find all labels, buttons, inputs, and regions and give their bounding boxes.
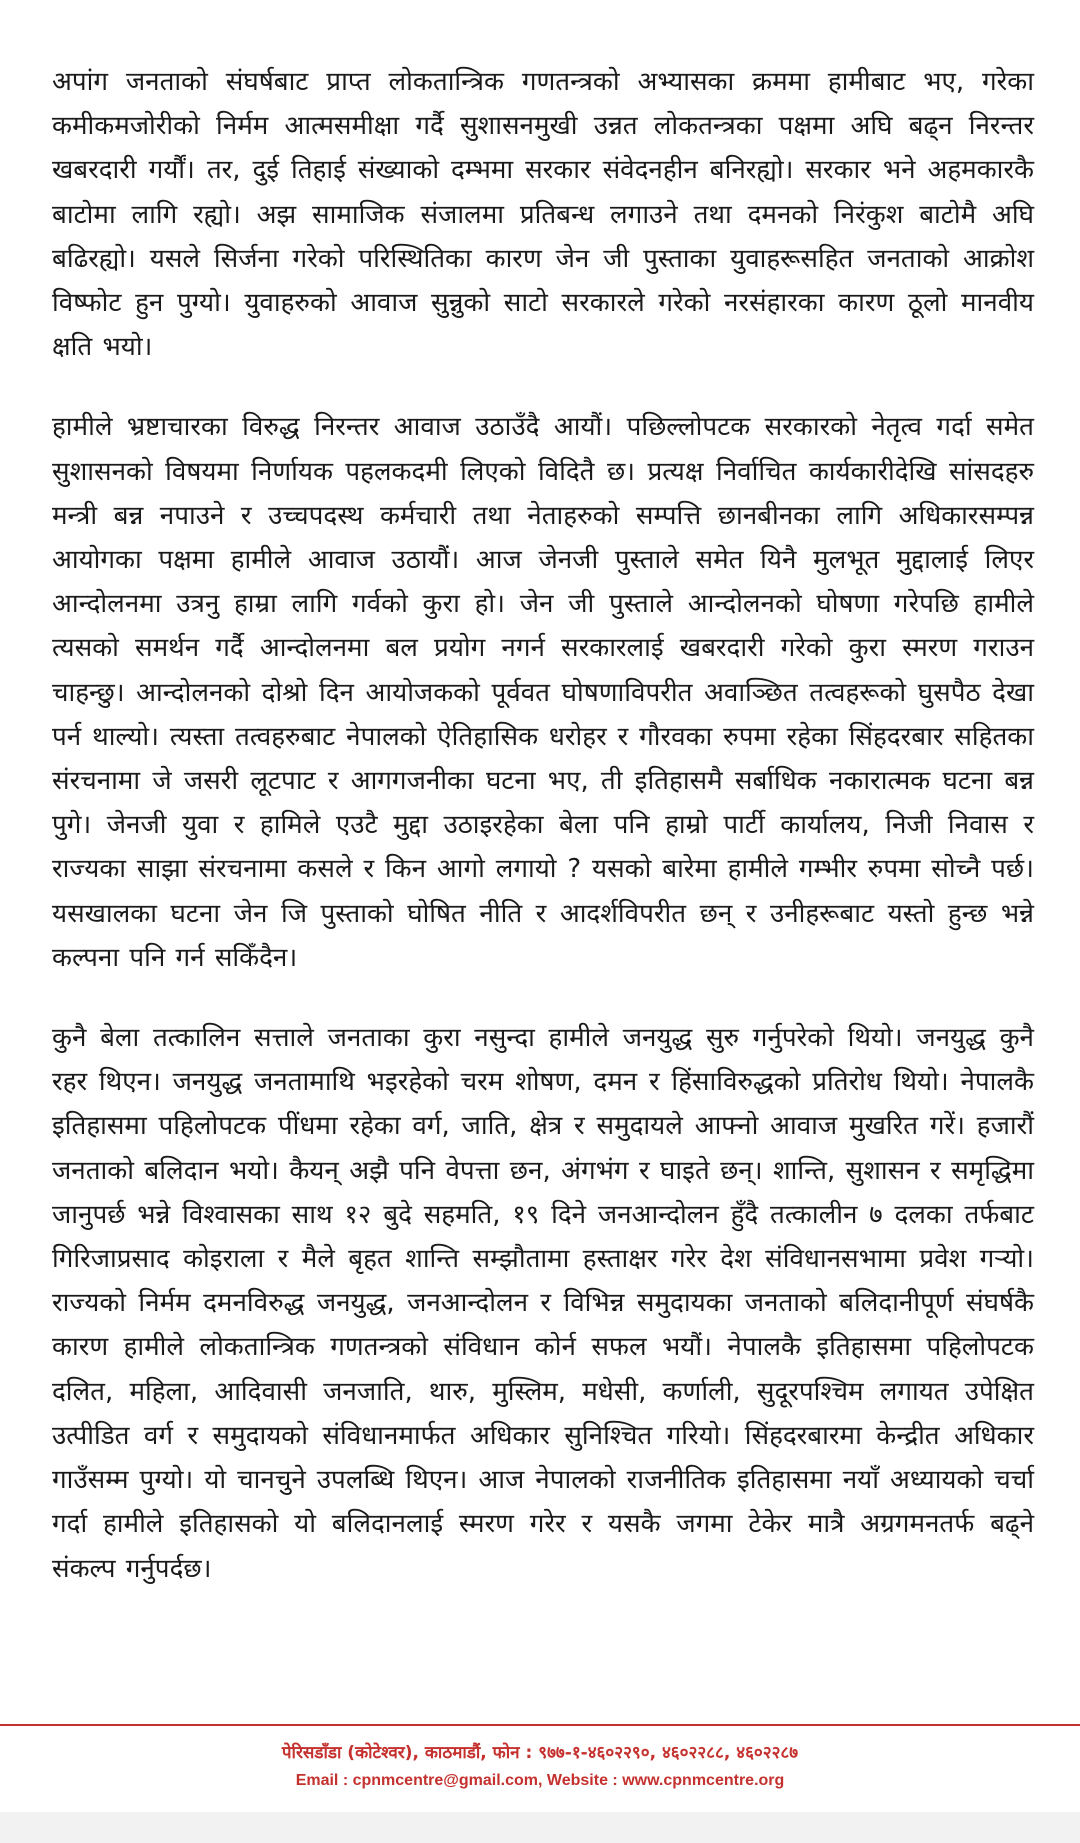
paragraph-1: अपांग जनताको संघर्षबाट प्राप्त लोकतान्त्रिक गणतन्त्रको अभ्यासका क्रममा हामीबाट भए, गरेका कमीकमजोरीको निर्मम आत्मसमीक्षा गर्दै सुशासनमुखी उन्नत लोकतन्त्रका पक्षमा अघि बढ्न निरन्तर खबरदारी गर्यौं। तर, दुई तिहाई संख्याको दम्भमा सरकार संवेदनहीन बनिरह्यो। सरकार भने अहमकारकै बाटोमा लागि रह्यो। अझ सामाजिक संजालमा प्रतिबन्ध लगाउने तथा दमनको निरंकुश बाटोमै अघि बढिरह्यो। यसले सिर्जना गरेको परिस्थितिका कारण जेन जी पुस्ताका युवाहरूसहित जनताको आक्रोश विष्फोट हुन पुग्यो। युवाहरुको आवाज सुन्नुको साटो सरकारले गरेको नरसंहारका कारण ठूलो मानवीय क्षति भयो। <box>52 67 1034 363</box>
letterhead-footer <box>0 1738 1080 1794</box>
footer-divider <box>0 1724 1080 1726</box>
footer-address: पेरिसडाँडा (कोटेश्वर), काठमाडौं, फोन : ९७७-१-४६०२२९०, ४६०२२८८, ४६०२२८७ <box>281 1743 799 1763</box>
bottom-margin-band <box>0 1812 1080 1843</box>
paragraph-2: हामीले भ्रष्टाचारका विरुद्ध निरन्तर आवाज उठाउँदै आयौं। पछिल्लोपटक सरकारको नेतृत्व गर्दा समेत सुशासनको विषयमा निर्णायक पहलकदमी लिएको विदितै छ। प्रत्यक्ष निर्वाचित कार्यकारीदेखि सांसदहरु मन्त्री बन्न नपाउने र उच्चपदस्थ कर्मचारी तथा नेताहरुको सम्पत्ति छानबीनका लागि अधिकारसम्पन्न आयोगका पक्षमा हामीले आवाज उठायौं। आज जेनजी पुस्ताले समेत यिनै मुलभूत मुद्दालाई लिएर आन्दोलनमा उत्रनु हाम्रा लागि गर्वको कुरा हो। जेन जी पुस्ताले आन्दोलनको घोषणा गरेपछि हामीले त्यसको समर्थन गर्दै आन्दोलनमा बल प्रयोग नगर्न सरकारलाई खबरदारी गरेको कुरा स्मरण गराउन चाहन्छु। आन्दोलनको दोश्रो दिन आयोजकको पूर्ववत घोषणाविपरीत अवाञ्छित तत्वहरूको घुसपैठ देखा पर्न थाल्यो। त्यस्ता तत्वहरुबाट नेपालको ऐतिहासिक धरोहर र गौरवका रुपमा रहेका सिंहदरबार सहितका संरचनामा जे जसरी लूटपाट र आगगजनीका घटना भए, ती इतिहासमै सर्बाधिक नकारात्मक घटना बन्न पुगे। जेनजी युवा र हामिले एउटै मुद्दा उठाइरहेका बेला पनि हाम्रो पार्टी कार्यालय, निजी निवास र राज्यका साझा संरचनामा कसले र किन आगो लगायो ? यसको बारेमा हामीले गम्भीर रुपमा सोच्नै पर्छ। यसखालका घटना जेन जि पुस्ताको घोषित नीति र आदर्शविपरीत छन् र उनीहरूबाट यस्तो हुन्छ भन्ने कल्पना पनि गर्न सकिँदैन। <box>52 412 1034 973</box>
statement-body <box>52 60 1034 1591</box>
paragraph-3: कुनै बेला तत्कालिन सत्ताले जनताका कुरा नसुन्दा हामीले जनयुद्ध सुरु गर्नुपरेको थियो। जनयुद्ध कुनै रहर थिएन। जनयुद्ध जनतामाथि भइरहेको चरम शोषण, दमन र हिंसाविरुद्धको प्रतिरोध थियो। नेपालकै इतिहासमा पहिलोपटक पींधमा रहेका वर्ग, जाति, क्षेत्र र समुदायले आफ्नो आवाज मुखरित गरें। हजारौं जनताको बलिदान भयो। कैयन् अझै पनि वेपत्ता छन, अंगभंग र घाइते छन्। शान्ति, सुशासन र समृद्धिमा जानुपर्छ भन्ने विश्वासका साथ १२ बुदे सहमति, १९ दिने जनआन्दोलन हुँदै तत्कालीन ७ दलका तर्फबाट गिरिजाप्रसाद कोइराला र मैले बृहत शान्ति सम्झौतामा हस्ताक्षर गरेर देश संविधानसभामा प्रवेश गर्‍यो। राज्यको निर्मम दमनविरुद्ध जनयुद्ध, जनआन्दोलन र विभिन्न समुदायका जनताको बलिदानीपूर्ण संघर्षकै कारण हामीले लोकतान्त्रिक गणतन्त्रको संविधान कोर्न सफल भयौं। नेपालकै इतिहासमा पहिलोपटक दलित, महिला, आदिवासी जनजाति, थारु, मुस्लिम, मधेसी, कर्णाली, सुदूरपश्चिम लगायत उपेक्षित उत्पीडित वर्ग र समुदायको संविधानमार्फत अधिकार सुनिश्चित गरियो। सिंहदरबारमा केन्द्रीत अधिकार गाउँसम्म पुग्यो। यो चानचुने उपलब्धि थिएन। आज नेपालको राजनीतिक इतिहासमा नयाँ अध्यायको चर्चा गर्दा हामीले इतिहासको यो बलिदानलाई स्मरण गरेर र यसकै जगमा टेकेर मात्रै अग्रगमनतर्फ बढ्ने संकल्प गर्नुपर्दछ। <box>52 1023 1034 1584</box>
footer-contact: Email : cpnmcentre@gmail.com, Website : www.cpnmcentre.org <box>295 1772 785 1789</box>
